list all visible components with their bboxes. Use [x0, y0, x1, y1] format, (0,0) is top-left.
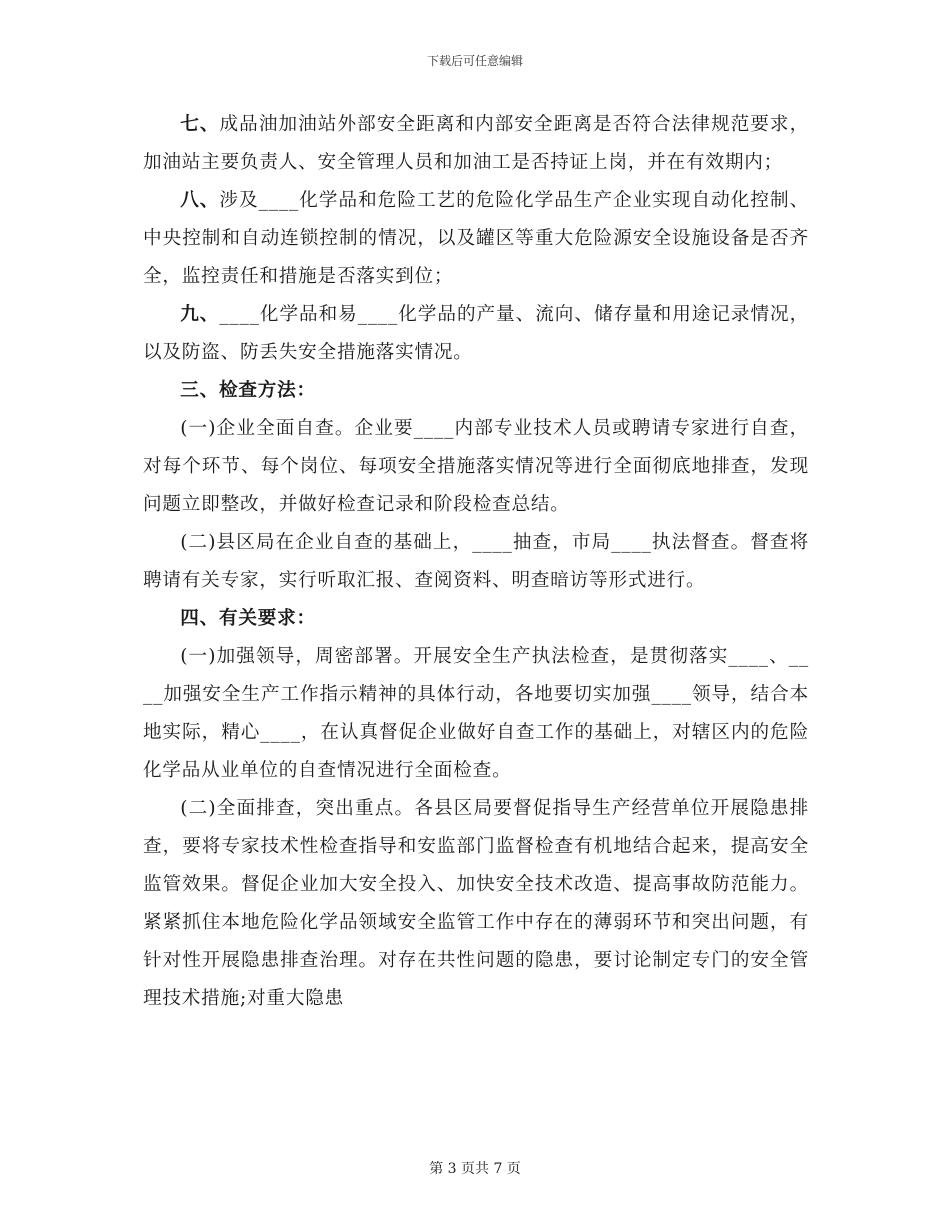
- paragraph-item-7: [143, 106, 809, 182]
- paragraph-leadership: (一)加强领导，周密部署。开展安全生产执法检查，是贯彻落实____、____加强安全生产工作指示精神的具体行动，各地要切实加强____领导，结合本地实际，精心____，在认真督促企业做好自查工作的基础上，对辖区内的危险化学品从业单位的自查情况进行全面检查。: [143, 646, 809, 781]
- item-number: 九、: [180, 304, 220, 325]
- page-header: 下载后可任意编辑: [426, 54, 523, 68]
- section-heading-inspection-method: 三、检查方法：: [180, 380, 316, 401]
- paragraph-item-9: [143, 296, 809, 372]
- document-body: [143, 106, 809, 1018]
- item-number: 八、: [180, 190, 220, 211]
- page-footer: 第 3 页共 7 页: [429, 1161, 521, 1177]
- paragraph-item-8: [143, 182, 809, 296]
- paragraph-text: ____化学品和易____化学品的产量、流向、储存量和用途记录情况，以及防盗、防丢失安全措施落实情况。: [143, 304, 809, 363]
- paragraph-investigation: (二)全面排查，突出重点。各县区局要督促指导生产经营单位开展隐患排查，要将专家技术性检查指导和安监部门监督检查有机地结合起来，提高安全监管效果。督促企业加大安全投入、加快安全技术改造、提高事故防范能力。紧紧抓住本地危险化学品领域安全监管工作中存在的薄弱环节和突出问题，有针对性开展隐患排查治理。对存在共性问题的隐患，要讨论制定专门的安全管理技术措施;对重大隐患: [143, 798, 809, 1009]
- paragraph-self-inspection: (一)企业全面自查。企业要____内部专业技术人员或聘请专家进行自查，对每个环节、每个岗位、每项安全措施落实情况等进行全面彻底地排查，发现问题立即整改，并做好检查记录和阶段检查总结。: [143, 418, 809, 515]
- section-heading-requirements: 四、有关要求：: [180, 608, 316, 629]
- paragraph-county-inspection: (二)县区局在企业自查的基础上，____抽查，市局____执法督查。督查将聘请有关专家，实行听取汇报、查阅资料、明查暗访等形式进行。: [143, 532, 809, 591]
- item-number: 七、: [180, 114, 220, 135]
- paragraph-text: 涉及____化学品和危险工艺的危险化学品生产企业实现自动化控制、中央控制和自动连锁控制的情况，以及罐区等重大危险源安全设施设备是否齐全，监控责任和措施是否落实到位；: [143, 190, 809, 287]
- paragraph-text: 成品油加油站外部安全距离和内部安全距离是否符合法律规范要求，加油站主要负责人、安全管理人员和加油工是否持证上岗，并在有效期内；: [143, 114, 809, 173]
